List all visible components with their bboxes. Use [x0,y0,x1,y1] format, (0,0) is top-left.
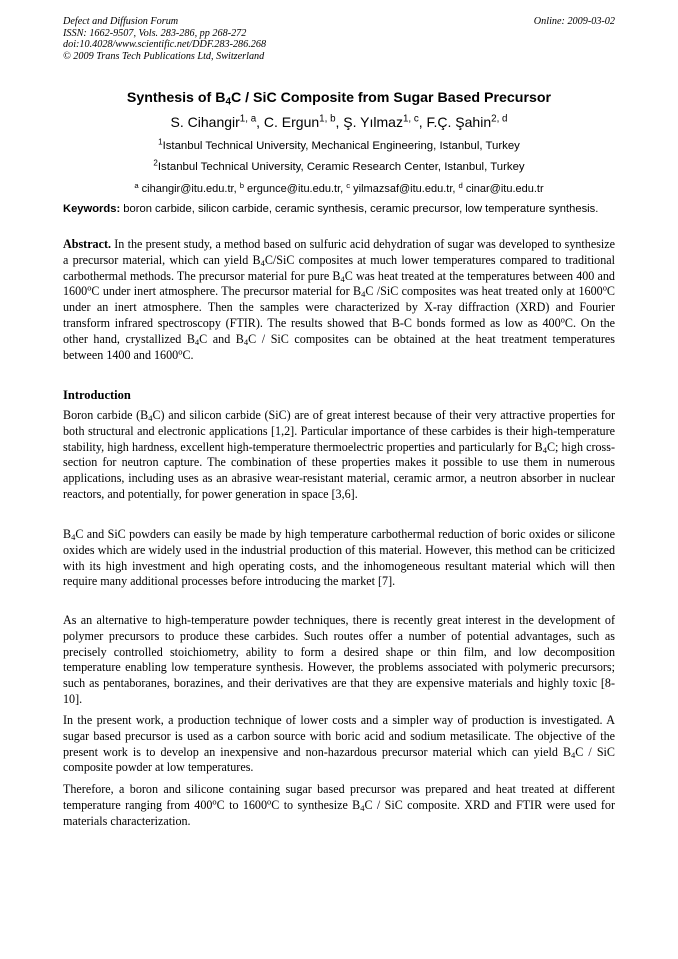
journal-name: Defect and Diffusion Forum [63,16,179,27]
keywords [63,202,615,217]
author-name: S. Cihangir [170,114,240,130]
paragraph: In the present work, a production technique of lower costs and a simpler way of production is investigated. A sugar based precursor is used as a carbon source with boric acid and sodium metasilicate. The objective of the present work is to develop an inexpensive and non-hazardous precursor material which can yield $B_4C$ / SiC composite powder at low temperatures. [63,713,615,775]
author-name: , C. Ergun [256,114,320,130]
author-name: , Ş. Yılmaz [335,114,403,130]
paragraph: $B_4C$ and SiC powders can easily be made by high temperature carbothermal reduction of boric oxides or silicone oxides which are widely used in the industrial production of this material. However, this method can be criticized with its high investment and high operating costs, and the inhomogeneous resultant material which will then require many additional processes before introducing the market [7]. [63,527,615,589]
affiliation-2: $^2$Istanbul Technical University, Ceramic Research Center, Istanbul, Turkey [153,158,525,173]
email-link[interactable]: yilmazsaf@itu.edu.tr, [350,183,459,195]
section-heading-introduction: Introduction [63,388,131,402]
author-name: , F.Ç. Şahin [418,114,492,130]
journal-header [63,16,615,62]
keywords-text: boron carbide, silicon carbide, ceramic synthesis, ceramic precursor, low temperature synthesis. [120,203,599,215]
author-emails: $^a$ cihangir@itu.edu.tr, $^b$ ergunce@itu.edu.tr, $^c$ yilmazsaf@itu.edu.tr, $^d$ cinar@itu.edu.tr [134,180,544,195]
abstract: Abstract. In the present study, a method based on sulfuric acid dehydration of sugar was developed to synthesize a precursor material, which can yield $B_4C$/SiC composites at much lower temperatures compared to traditional carbothermal methods. The precursor material for pure $B_4C$ was heat treated at the temperatures between 400 and 1600$^o$C under inert atmosphere. The precursor material for $B_4C$ /SiC composites was heat treated only at 1600$^o$C under an inert atmosphere. Then the samples were characterized by X-ray diffraction (XRD) and Fourier transform infrared spectroscopy (FTIR). The results showed that B-C bonds formed as low as 400$^o$C. On the other hand, crystallized $B_4C$ and $B_4C$ / SiC composites can be obtained at the heat treatment temperatures between 1400 and 1600$^o$C. [63,237,615,362]
abstract-label: Abstract. [63,237,112,251]
online-date: Online: 2009-03-02 [533,16,615,27]
paragraph: As an alternative to high-temperature powder techniques, there is recently great interest in the development of polymer precursors to produce these carbides. Such routes offer a number of potential advantages, such as precisely controlled stoichiometry, ability to form a desired shape or thin film, and low decomposition temperature enabling low temperature synthesis. However, the problems associated with polymeric precursors; such as pentaboranes, borazines, and their derivatives are that they are expensive materials and highly toxic [8-10]. [63,613,615,706]
paper-title: Synthesis of $B_4C$ / SiC Composite from Sugar Based Precursor [126,90,552,108]
journal-issn: ISSN: 1662-9507, Vols. 283-286, pp 268-272 [63,27,247,39]
keywords-label: Keywords: [63,203,121,215]
paragraph: Boron carbide $(B_4C)$ and silicon carbide (SiC) are of great interest because of their very attractive properties for both structural and electronic applications [1,2]. Particular importance of these carbides is their high-temperature stability, high hardness, excellent high-temperature thermoelectric properties and particularly for $B_4C$; high cross-section for neutron capture. The combination of these properties makes it possible to use them in numerous applications, including uses as an abrasive wear-resistant material, ceramic armor, a neutron absorber in nuclear reactors, and potentially, for power generation in space [3,6]. [63,408,615,501]
paragraph: Therefore, a boron and silicone containing sugar based precursor was prepared and heat treated at different temperature ranging from 400$^o$C to 1600$^o$C to synthesize $B_4C$ / SiC composite. XRD and FTIR were used for materials characterization. [63,782,615,828]
affiliation-1: $^1$Istanbul Technical University, Mechanical Engineering, Istanbul, Turkey [158,137,520,152]
journal-doi[interactable]: doi:10.4028/www.scientific.net/DDF.283-286.268 [63,39,267,51]
author-list: S. Cihangir$^{1, a}$, C. Ergun$^{1, b}$, Ş. Yılmaz$^{1, c}$, F.Ç. Şahin$^{2, d}$ [170,113,508,130]
email-link[interactable]: ergunce@itu.edu.tr, [243,183,347,195]
journal-copyright: © 2009 Trans Tech Publications Ltd, Switzerland [63,50,265,62]
email-link[interactable]: cihangir@itu.edu.tr, [138,183,240,195]
email-link[interactable]: cinar@itu.edu.tr [462,183,544,195]
